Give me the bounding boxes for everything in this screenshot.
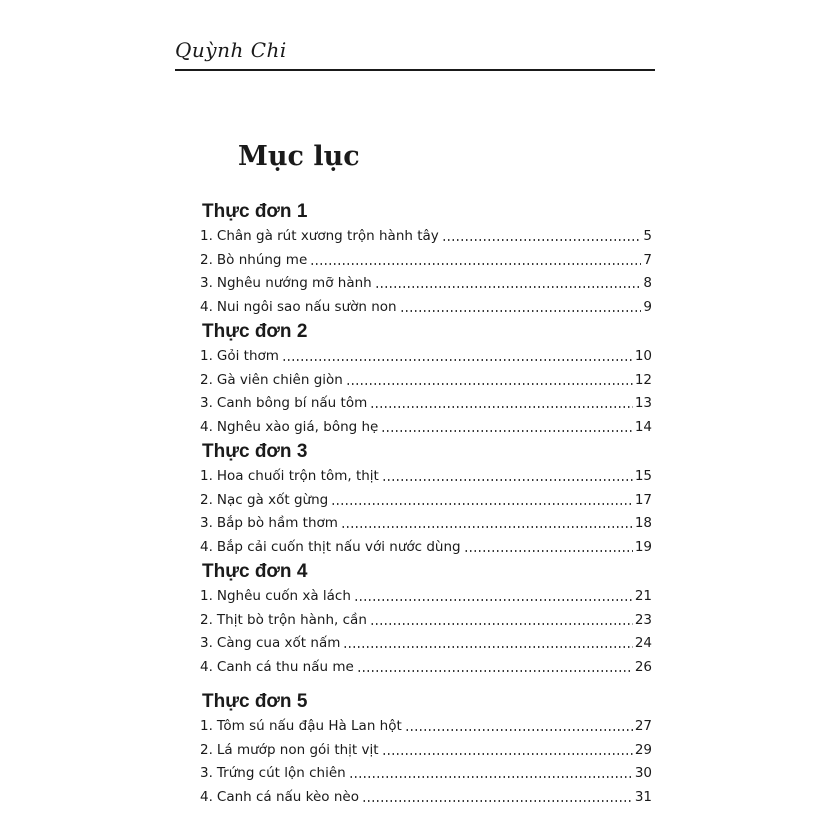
entry-label: Nghêu xào giá, bông hẹ <box>216 418 379 435</box>
toc-entry <box>200 739 652 763</box>
toc-entry <box>200 465 652 489</box>
entry-page-number: 15 <box>634 468 652 484</box>
entry-page-number: 21 <box>634 588 652 604</box>
toc-section <box>200 319 652 439</box>
entry-number: 3. <box>200 635 213 651</box>
entry-label: Tôm sú nấu đậu Hà Lan hột <box>216 718 402 734</box>
toc-entry <box>200 786 652 810</box>
entry-label: Nghêu nướng mỡ hành <box>216 275 372 291</box>
dot-leader <box>331 492 633 506</box>
dot-leader <box>357 659 633 673</box>
section-title: Thực đơn 2 <box>202 321 308 342</box>
toc-entry <box>200 536 652 560</box>
dot-leader <box>354 588 633 602</box>
toc-entry <box>200 715 652 739</box>
dot-leader <box>370 395 633 409</box>
entry-page-number: 7 <box>643 251 652 268</box>
entry-label: Bò nhúng me <box>216 251 308 268</box>
entry-number: 4. <box>200 658 213 675</box>
dot-leader <box>310 252 641 266</box>
dot-leader <box>343 635 632 649</box>
entry-label: Càng cua xốt nấm <box>216 635 341 651</box>
entry-label: Thịt bò trộn hành, cần <box>216 611 367 628</box>
entry-page-number: 5 <box>643 228 652 244</box>
toc-entry <box>200 345 652 369</box>
dot-leader <box>405 718 633 732</box>
entry-number: 3. <box>200 515 213 531</box>
dot-leader <box>349 765 633 779</box>
entry-page-number: 18 <box>634 515 652 531</box>
entry-number: 1. <box>200 348 213 364</box>
entry-number: 4. <box>200 538 213 555</box>
entry-page-number: 29 <box>634 741 652 758</box>
entry-number: 3. <box>200 275 213 291</box>
header-rule <box>175 69 655 71</box>
entry-label: Gỏi thơm <box>216 348 279 364</box>
entry-number: 2. <box>200 251 213 268</box>
dot-leader <box>400 299 642 313</box>
entry-number: 2. <box>200 371 213 388</box>
entry-number: 4. <box>200 298 213 315</box>
entry-label: Lá mướp non gói thịt vịt <box>216 741 379 758</box>
toc-section <box>200 559 652 679</box>
entry-page-number: 9 <box>643 298 652 315</box>
dot-leader <box>282 348 633 362</box>
entry-label: Chân gà rút xương trộn hành tây <box>216 228 439 244</box>
entry-page-number: 10 <box>634 348 652 364</box>
toc-section <box>200 689 652 809</box>
dot-leader <box>382 468 633 482</box>
section-title: Thực đơn 3 <box>202 441 308 462</box>
entry-page-number: 30 <box>634 765 652 781</box>
entry-number: 2. <box>200 611 213 628</box>
entry-label: Trứng cút lộn chiên <box>216 765 346 781</box>
entry-label: Bắp cải cuốn thịt nấu với nước dùng <box>216 538 461 555</box>
entry-page-number: 31 <box>634 788 652 805</box>
section-title: Thực đơn 4 <box>202 561 308 582</box>
entry-page-number: 26 <box>634 658 652 675</box>
toc-entry <box>200 249 652 273</box>
entry-page-number: 24 <box>634 635 652 651</box>
entry-number: 1. <box>200 718 213 734</box>
entry-page-number: 27 <box>634 718 652 734</box>
entry-number: 1. <box>200 228 213 244</box>
entry-label: Nghêu cuốn xà lách <box>216 588 351 604</box>
toc-entry <box>200 489 652 513</box>
entry-label: Hoa chuối trộn tôm, thịt <box>216 468 379 484</box>
dot-leader <box>370 612 633 626</box>
entry-page-number: 13 <box>634 395 652 411</box>
toc-entry <box>200 225 652 249</box>
entry-page-number: 14 <box>634 418 652 435</box>
entry-number: 2. <box>200 491 213 508</box>
entry-page-number: 19 <box>634 538 652 555</box>
toc-section <box>200 199 652 319</box>
toc-entry <box>200 369 652 393</box>
entry-page-number: 17 <box>634 491 652 508</box>
entry-number: 2. <box>200 741 213 758</box>
toc-entry <box>200 656 652 680</box>
entry-label: Bắp bò hầm thơm <box>216 515 338 531</box>
dot-leader <box>464 539 633 553</box>
entry-number: 1. <box>200 468 213 484</box>
entry-label: Canh bông bí nấu tôm <box>216 395 368 411</box>
toc-entry <box>200 416 652 440</box>
dot-leader <box>341 515 633 529</box>
toc-entry <box>200 272 652 296</box>
dot-leader <box>362 789 633 803</box>
entry-label: Nạc gà xốt gừng <box>216 491 329 508</box>
section-title: Thực đơn 5 <box>202 691 308 712</box>
entry-label: Canh cá thu nấu me <box>216 658 354 675</box>
toc-entry <box>200 392 652 416</box>
toc-entry <box>200 296 652 320</box>
table-of-contents <box>200 199 652 809</box>
toc-entry <box>200 632 652 656</box>
toc-section <box>200 439 652 559</box>
dot-leader <box>381 419 632 433</box>
entry-number: 3. <box>200 395 213 411</box>
dot-leader <box>442 228 642 242</box>
entry-number: 3. <box>200 765 213 781</box>
entry-label: Gà viên chiên giòn <box>216 371 343 388</box>
dot-leader <box>382 742 633 756</box>
toc-entry <box>200 585 652 609</box>
entry-label: Canh cá nấu kèo nèo <box>216 788 359 805</box>
toc-entry <box>200 512 652 536</box>
entry-number: 4. <box>200 788 213 805</box>
toc-title: Mục lục <box>238 141 360 172</box>
toc-entry <box>200 762 652 786</box>
running-head: Quỳnh Chi <box>175 38 287 62</box>
section-title: Thực đơn 1 <box>202 201 308 222</box>
toc-entry <box>200 609 652 633</box>
entry-page-number: 12 <box>634 371 652 388</box>
entry-label: Nui ngôi sao nấu sườn non <box>216 298 397 315</box>
entry-number: 4. <box>200 418 213 435</box>
entry-page-number: 8 <box>643 275 652 291</box>
entry-page-number: 23 <box>634 611 652 628</box>
dot-leader <box>346 372 633 386</box>
dot-leader <box>375 275 642 289</box>
entry-number: 1. <box>200 588 213 604</box>
